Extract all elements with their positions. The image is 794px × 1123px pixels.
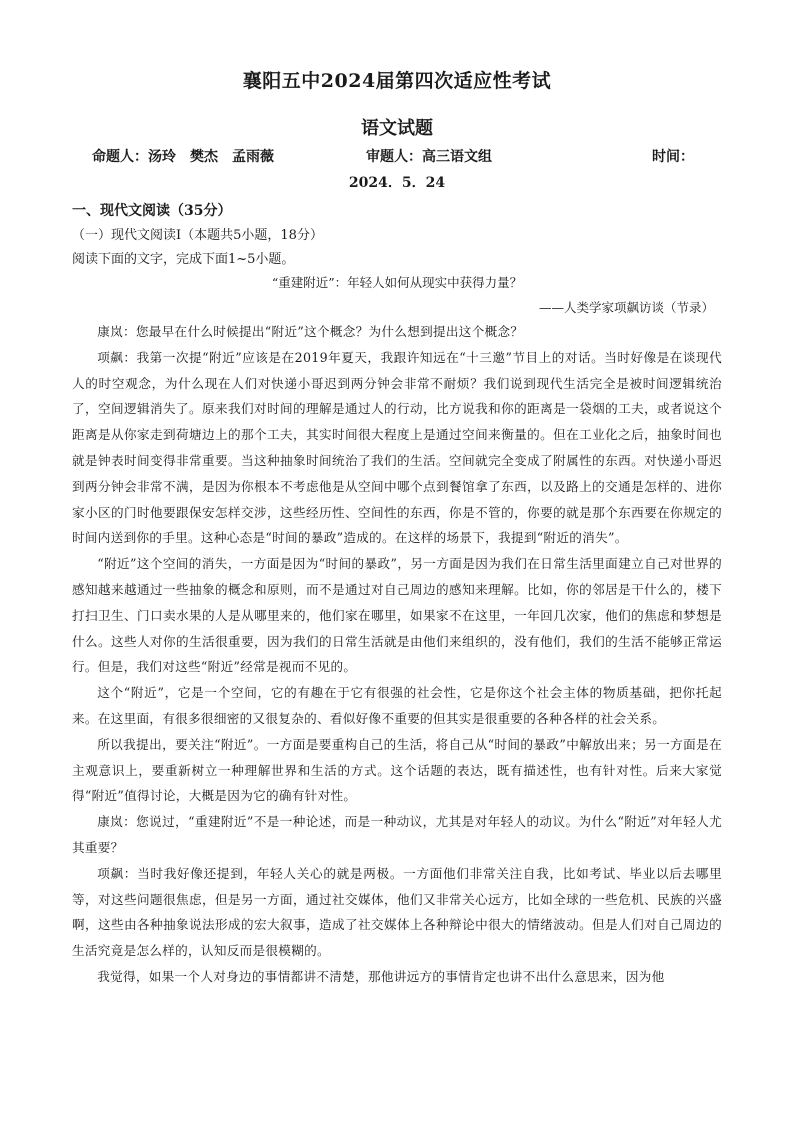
paragraph: 康岚：您最早在什么时候提出“附近”这个概念？为什么想到提出这个概念？ <box>97 324 524 339</box>
reading-instruction: 阅读下面的文字，完成下面1~5小题。 <box>72 252 295 267</box>
paragraph: 项飙：当时我好像还提到，年轻人关心的就是两极。一方面他们非常关注自我，比如考试、毕业以后去哪里等，对这些问题很焦虑，但是另一方面，通过社交媒体，他们又非常关心远方，比如全球的一些危机、民族的兴盛啊，这些由各种抽象说法形成的宏大叙事，造成了社交媒体上各种辩论中很大的情绪波动。但是人们对自己周边的生活究竟是怎么样的，认知反而是很模糊的。 <box>72 865 722 959</box>
setters-line: 命题人：汤玲 樊杰 孟雨薇 <box>92 149 274 165</box>
paragraph: “附近”这个空间的消失，一方面是因为“时间的暴政”，另一方面是因为我们在日常生活里面建立自己对世界的感知越来越通过一些抽象的概念和原则，而不是通过对自己周边的感知来理解。比如，你的邻居是干什么的，楼下打扫卫生、门口卖水果的人是从哪里来的，他们家在哪里，如果家不在这里，一年回几次家，他们的焦虑和梦想是什么。这些人对你的生活很重要，因为我们的日常生活就是由他们来组织的，没有他们，我们的生活不能够正常运行。但是，我们对这些“附近”经常是视而不见的。 <box>72 556 722 675</box>
reviewers-line: 审题人：高三语文组 <box>366 149 492 165</box>
article-source: ——人类学家项飙访谈（节录） <box>538 300 714 315</box>
section-heading: 一、现代文阅读（35分） <box>72 203 232 219</box>
article-body <box>72 319 722 990</box>
exam-date: 2024．5．24 <box>348 175 446 191</box>
exam-subtitle: 语文试题 <box>361 118 433 139</box>
paragraph: 项飙：我第一次提“附近”应该是在2019年夏天，我跟许知远在“十三邀”节目上的对话。当时好像是在谈现代人的时空观念，为什么现在人们对快递小哥迟到两分钟会非常不耐烦？我们说到现代生活完全是被时间逻辑统治了，空间逻辑消失了。原来我们对时间的理解是通过人的行动，比方说我和你的距离是一袋烟的工夫，或者说这个距离是从你家走到荷塘边上的那个工夫，其实时间很大程度上是通过空间来衡量的。但在工业化之后，抽象时间也就是钟表时间变得非常重要。当这种抽象时间统治了我们的生活。空间就完全变成了附属性的东西。对快递小哥迟到两分钟会非常不满，是因为你根本不考虑他是从空间中哪个点到餐馆拿了东西，以及路上的交通是怎样的、进你家小区的门时他要跟保安怎样交涉，这些经历性、空间性的东西，你是不管的，你要的就是那个东西要在你规定的时间内送到你的手里。这种心态是“时间的暴政”造成的。在这样的场景下，我提到“附近的消失”。 <box>72 349 722 546</box>
paragraph: 康岚：您说过，“重建附近”不是一种论述，而是一种动议，尤其是对年轻人的动议。为什么“附近”对年轻人尤其重要？ <box>72 814 722 855</box>
sub-section-heading: （一）现代文阅读Ⅰ（本题共5小题，18分） <box>72 228 323 243</box>
paragraph: 我觉得，如果一个人对身边的事情都讲不清楚，那他讲远方的事情肯定也讲不出什么意思来，因为他 <box>97 968 665 984</box>
paragraph: 这个“附近”，它是一个空间，它的有趣在于它有很强的社会性，它是你这个社会主体的物质基础，把你托起来。在这里面，有很多很细密的又很复杂的、看似好像不重要的但其实是很重要的各种各样的社会关系。 <box>72 685 722 726</box>
time-label: 时间： <box>652 149 694 165</box>
article-title: “重建附近”：年轻人如何从现实中获得力量？ <box>271 275 523 290</box>
paragraph: 所以我提出，要关注“附近”。一方面是要重构自己的生活，将自己从“时间的暴政”中解放出来；另一方面是在主观意识上，要重新树立一种理解世界和生活的方式。这个话题的表达，既有描述性，也有针对性。后来大家觉得“附近”值得讨论，大概是因为它的确有针对性。 <box>72 736 722 804</box>
exam-title: 襄阳五中2024届第四次适应性考试 <box>242 70 552 92</box>
